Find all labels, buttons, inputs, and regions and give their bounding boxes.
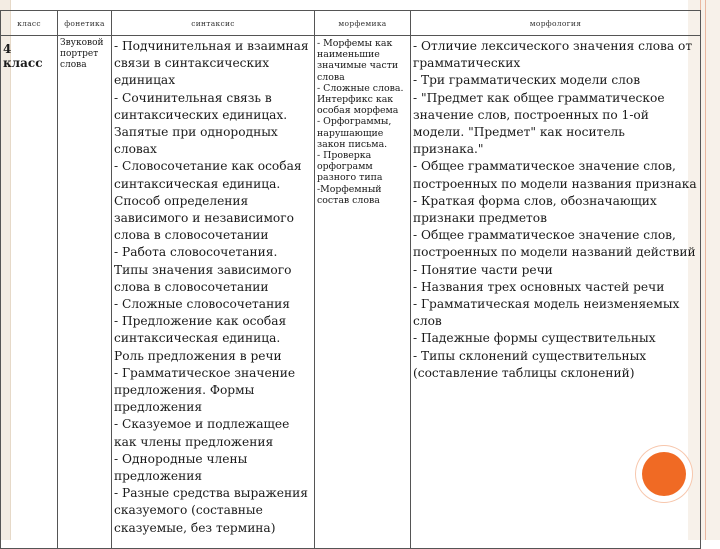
header-row [1, 11, 701, 36]
morphology-item: - Типы склонений существительных (составление таблицы склонений) [413, 348, 647, 380]
phonetics-cell [58, 36, 112, 549]
syntax-item: - Грамматическое значение предложения. Формы предложения [114, 365, 296, 415]
morphemics-cell [315, 36, 411, 549]
morphology-list [413, 38, 698, 382]
table-row [1, 36, 701, 549]
morphology-item: - Названия трех основных частей речи [413, 279, 665, 294]
header-syntax: синтаксис [112, 11, 315, 36]
morphology-item: - Падежные формы существительных [413, 331, 656, 346]
syntax-item: - Словосочетание как особая синтаксическая единица. Способ определения зависимого и независимого слова в словосочетании [114, 159, 302, 243]
morphemics-item: - Сложные слова. [317, 82, 404, 94]
morphemics-item: - Орфограммы, нарушающие закон письма. [317, 116, 392, 150]
syntax-item: - Подчинительная и взаимная связи в синтаксических единицах [114, 39, 309, 88]
syntax-item: - Сложные словосочетания [114, 297, 290, 312]
syntax-item: - Работа словосочетания. Типы значения зависимого слова в словосочетании [114, 245, 292, 294]
morphology-item: - Краткая форма слов, обозначающих признаки предметов [413, 193, 657, 226]
phonetics-text: Звуковой портрет слова [60, 38, 104, 70]
grade-label: 4 класс [3, 42, 43, 70]
syntax-item: - Сочинительная связь в синтаксических единицах. Запятые при однородных словах [114, 90, 288, 157]
curriculum-table [0, 10, 701, 549]
syntax-cell [112, 36, 315, 549]
grade-cell [1, 36, 58, 549]
syntax-list [114, 38, 312, 537]
decorative-orange-circle [642, 452, 686, 496]
syntax-item: - Сказуемое и подлежащее как члены предложения [114, 417, 290, 449]
morphology-item: - Три грамматических модели слов [413, 73, 641, 88]
morphology-item: - Общее грамматическое значение слов, построенных по модели названия признака [413, 159, 697, 191]
morphology-item: - "Предмет как общее грамматическое значение слов, построенных по 1-ой модели. "Предмет" как носитель признака." [413, 90, 665, 157]
header-morphology: морфология [411, 11, 701, 36]
morphology-item: - Отличие лексического значения слова от грамматических [413, 39, 693, 71]
morphemics-item: - Морфемы как наименьшие значимые части слова [317, 38, 399, 83]
morphemics-item: -Морфемный состав слова [317, 183, 382, 206]
header-phonetics: фонетика [58, 11, 112, 36]
morphemics-item: Интерфикс как особая морфема [317, 94, 399, 117]
morphemics-list [317, 38, 408, 206]
morphemics-item: - Проверка орфограмм разного типа [317, 150, 383, 184]
header-morphemics: морфемика [315, 11, 411, 36]
header-grade: класс [1, 11, 58, 36]
syntax-item: - Разные средства выражения сказуемого (составные сказуемые, без термина) [114, 486, 308, 535]
morphology-item: - Грамматическая модель неизменяемых слов [413, 297, 680, 329]
morphology-item: - Общее грамматическое значение слов, построенных по модели названий действий [413, 228, 696, 260]
syntax-item: - Предложение как особая синтаксическая единица. Роль предложения в речи [114, 314, 287, 363]
morphology-item: - Понятие части речи [413, 262, 553, 277]
syntax-item: - Однородные члены предложения [114, 451, 248, 484]
